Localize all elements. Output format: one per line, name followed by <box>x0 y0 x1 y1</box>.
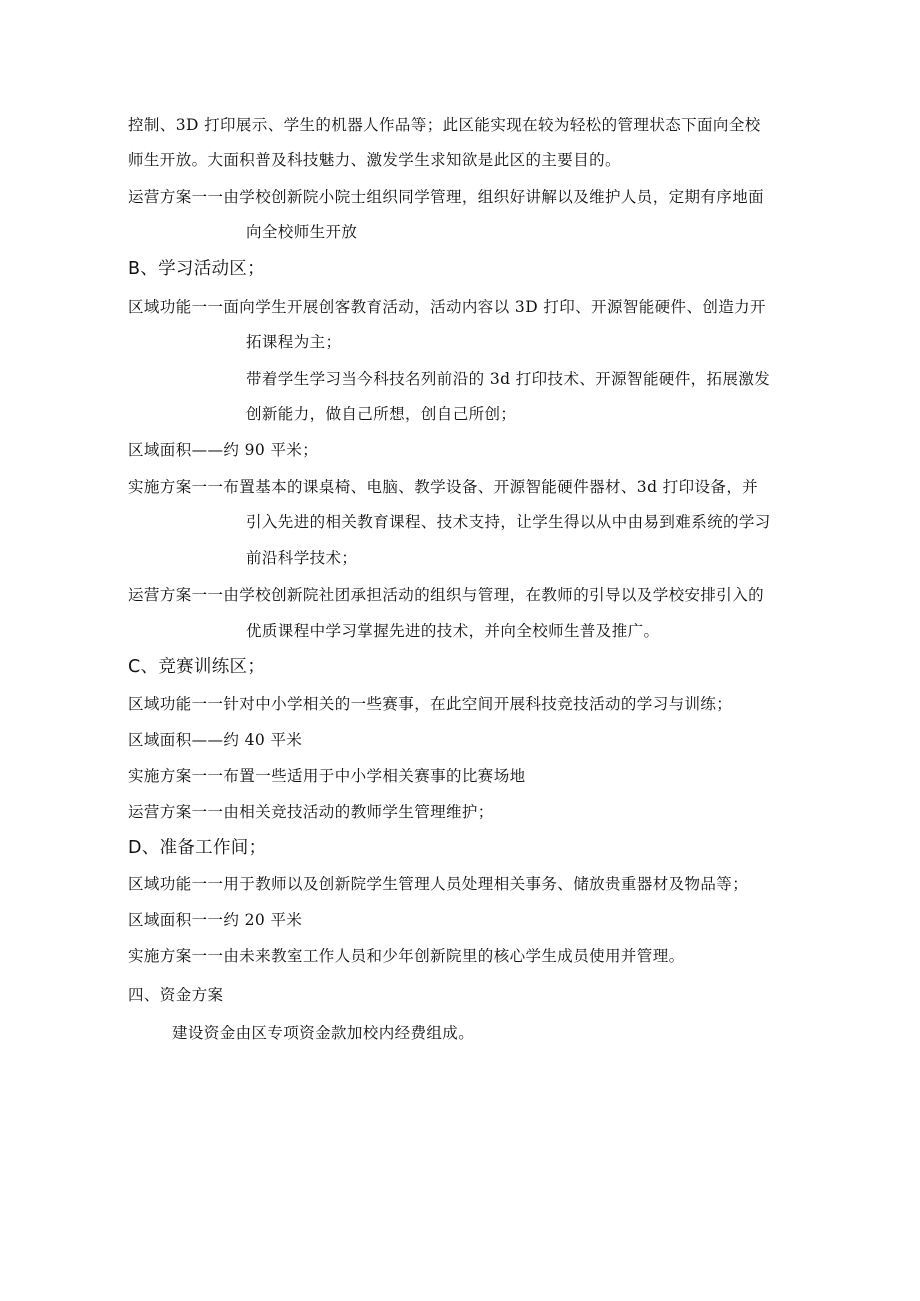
section-b-function-line-1: 区域功能一一面向学生开展创客教育活动，活动内容以 3D 打印、开源智能硬件、创造力开 <box>128 298 766 316</box>
section-b-area: 区域面积——约 90 平米； <box>128 441 319 459</box>
section-c-function: 区域功能一一针对中小学相关的一些赛事，在此空间开展科技竞技活动的学习与训练； <box>128 695 733 713</box>
section-d-heading: D、准备工作间； <box>128 838 267 858</box>
section-c-operation: 运营方案一一由相关竞技活动的教师学生管理维护； <box>128 803 494 821</box>
section-b-operation-line-1: 运营方案一一由学校创新院社团承担活动的组织与管理，在教师的引导以及学校安排引入的 <box>128 586 765 604</box>
section-c-heading: C、竞赛训练区； <box>128 657 266 677</box>
section-b-implementation-line-2: 引入先进的相关教育课程、技术支持，让学生得以从中由易到难系统的学习 <box>246 513 771 531</box>
intro-line-2: 师生开放。大面积普及科技魅力、激发学生求知欲是此区的主要目的。 <box>128 151 621 169</box>
funding-heading: 四、资金方案 <box>128 986 224 1004</box>
section-b-function-line-4: 创新能力，做自己所想，创自己所创； <box>246 405 517 423</box>
section-c-area: 区域面积——约 40 平米 <box>128 731 303 749</box>
section-b-operation-line-2: 优质课程中学习掌握先进的技术，并向全校师生普及推广。 <box>246 622 660 640</box>
section-b-function-line-2: 拓课程为主； <box>246 333 342 351</box>
section-d-area: 区域面积一一约 20 平米 <box>128 911 303 929</box>
funding-body: 建设资金由区专项资金款加校内经费组成。 <box>172 1024 475 1042</box>
section-c-implementation: 实施方案一一布置一些适用于中小学相关赛事的比赛场地 <box>128 767 526 785</box>
intro-operation-line-2: 向全校师生开放 <box>246 223 358 241</box>
section-b-implementation-line-1: 实施方案一一布置基本的课桌椅、电脑、教学设备、开源智能硬件器材、3d 打印设备，并 <box>128 478 759 496</box>
section-b-heading: B、学习活动区； <box>128 259 265 279</box>
section-b-function-line-3: 带着学生学习当今科技名列前沿的 3d 打印技术、开源智能硬件，拓展激发 <box>246 370 771 388</box>
section-d-implementation: 实施方案一一由未来教室工作人员和少年创新院里的核心学生成员使用并管理。 <box>128 947 685 965</box>
intro-line-1: 控制、3D 打印展示、学生的机器人作品等；此区能实现在较为轻松的管理状态下面向全校 <box>128 116 761 134</box>
intro-operation-line-1: 运营方案一一由学校创新院小院士组织同学管理，组织好讲解以及维护人员，定期有序地面 <box>128 188 765 206</box>
section-d-function: 区域功能一一用于教师以及创新院学生管理人员处理相关事务、储放贵重器材及物品等； <box>128 875 749 893</box>
section-b-implementation-line-3: 前沿科学技术； <box>246 549 358 567</box>
